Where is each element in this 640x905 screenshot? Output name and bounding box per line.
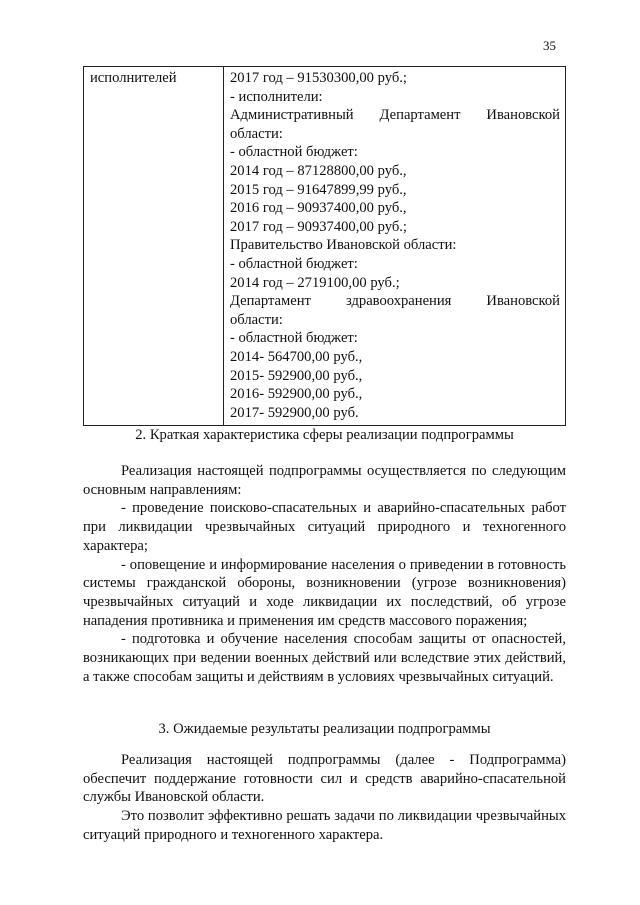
paragraph: Это позволит эффективно решать задачи по ликвидации чрезвычайных ситуаций природного и техногенного характера. (83, 808, 566, 843)
table-line: 2015- 592900,00 руб., (230, 367, 363, 384)
table-line: области: (230, 125, 283, 142)
table-line: Административный Департамент Ивановской (230, 107, 560, 124)
table-line: 2017 год – 91530300,00 руб.; (230, 70, 407, 86)
table-line: 2017 год – 90937400,00 руб.; (230, 218, 407, 235)
section-3-body (83, 751, 566, 845)
page-number: 35 (543, 38, 556, 53)
table-line: 2017- 592900,00 руб. (230, 404, 359, 421)
table-label-cell: исполнителей (84, 67, 224, 426)
table-line: 2014 год – 2719100,00 руб.; (230, 274, 400, 291)
table-line: Правительство Ивановской области: (230, 237, 457, 254)
table-line: - областной бюджет: (230, 144, 358, 161)
table-line: Департамент здравоохранения Ивановской (230, 293, 560, 310)
table-line: 2016- 592900,00 руб., (230, 386, 363, 403)
section-2-body (83, 462, 566, 686)
section-3-title: 3. Ожидаемые результаты реализации подпрограммы (158, 721, 491, 737)
table-row (84, 67, 566, 426)
table-line: - областной бюджет: (230, 255, 358, 272)
table-value-cell (224, 67, 566, 426)
program-info-table (83, 66, 566, 426)
table-line: области: (230, 311, 283, 328)
section-2-title: 2. Краткая характеристика сферы реализации подпрограммы (135, 427, 514, 443)
table-line: 2015 год – 91647899,99 руб., (230, 181, 407, 198)
paragraph: - проведение поисково-спасательных и аварийно-спасательных работ при ликвидации чрезвычайных ситуаций природного и техногенного характера; (83, 500, 566, 554)
table-line: 2014- 564700,00 руб., (230, 348, 363, 365)
paragraph: - подготовка и обучение населения способам защиты от опасностей, возникающих при ведении военных действий или вследствие этих действий, а также способам защиты и действиям в условиях чрезвычайных ситуаций. (83, 631, 566, 685)
table-line: - исполнители: (230, 88, 323, 105)
table-line: - областной бюджет: (230, 330, 358, 347)
table-line: 2016 год – 90937400,00 руб., (230, 200, 407, 217)
table-line: 2014 год – 87128800,00 руб., (230, 162, 407, 179)
paragraph: - оповещение и информирование населения о приведении в готовность системы гражданской обороны, возникновении (угрозе возникновения) чрезвычайных ситуаций и ходе ликвидации их последствий, об угрозе нападения противника и применения им средств массового поражения; (83, 556, 566, 629)
paragraph: Реализация настоящей подпрограммы (далее - Подпрограмма) обеспечит поддержание готовности сил и средств аварийно-спасательной службы Ивановской области. (83, 752, 566, 806)
paragraph: Реализация настоящей подпрограммы осуществляется по следующим основным направлениям: (83, 463, 566, 498)
